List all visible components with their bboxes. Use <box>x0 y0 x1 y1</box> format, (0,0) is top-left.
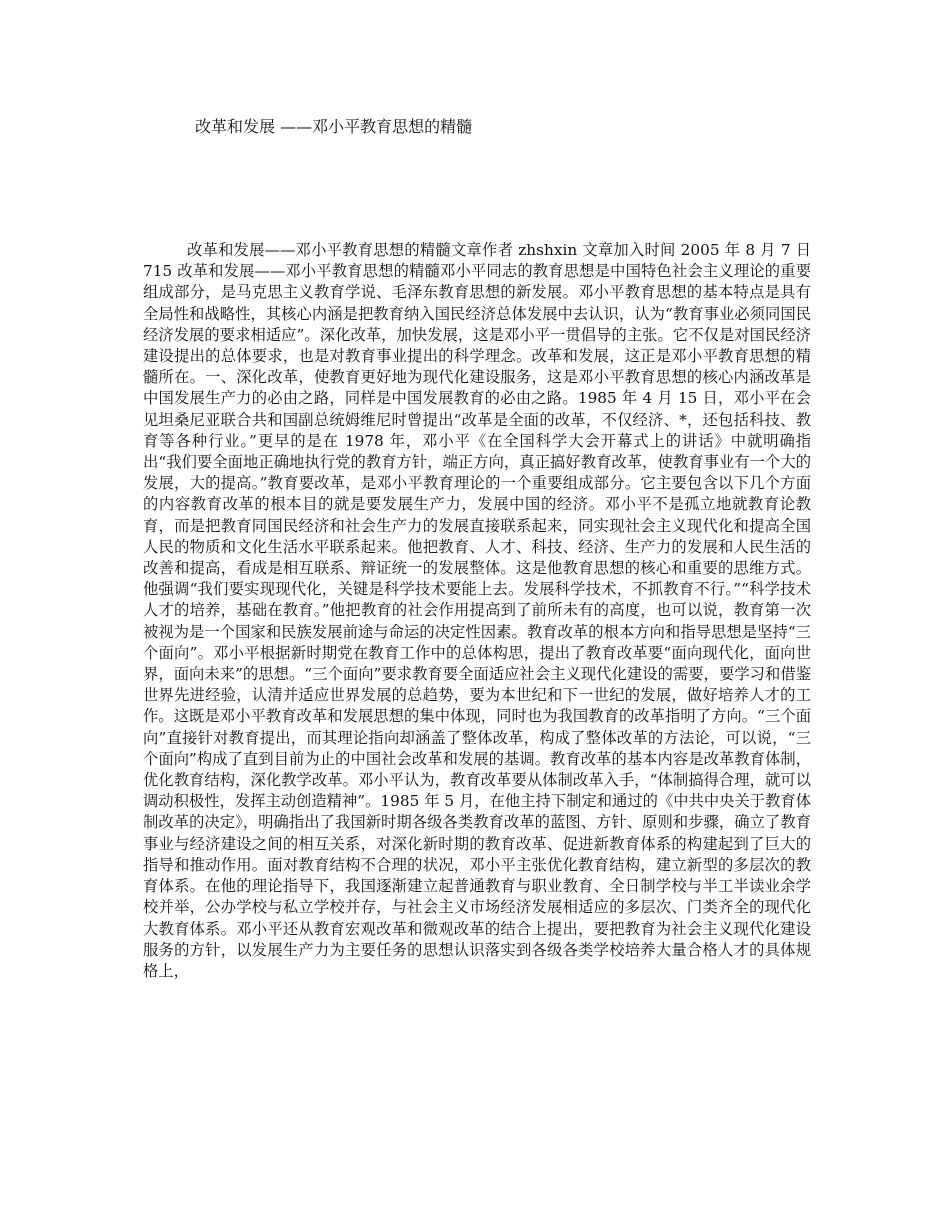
document-body-paragraph: 改革和发展——邓小平教育思想的精髓文章作者 zhshxin 文章加入时间 2005 年 8 月 7 日 715 改革和发展——邓小平教育思想的精髓邓小平同志的教育思想是中国特色社会主义理论的重要组成部分，是马克思主义教育学说、毛泽东教育思想的新发展。邓小平教育思想的基本特点是具有全局性和战略性，其核心内涵是把教育纳入国民经济总体发展中去认识，认为“教育事业必须同国民经济发展的要求相适应”。深化改革，加快发展，这是邓小平一贯倡导的主张。它不仅是对国民经济建设提出的总体要求，也是对教育事业提出的科学理念。改革和发展，这正是邓小平教育思想的精髓所在。一、深化改革，使教育更好地为现代化建设服务，这是邓小平教育思想的核心内涵改革是中国发展生产力的必由之路，同样是中国发展教育的必由之路。1985 年 4 月 15 日，邓小平在会见坦桑尼亚联合共和国副总统姆维尼时曾提出“改革是全面的改革，不仅经济、*，还包括科技、教育等各种行业。”更早的是在 1978 年，邓小平《在全国科学大会开幕式上的讲话》中就明确指出“我们要全面地正确地执行党的教育方针，端正方向，真正搞好教育改革，使教育事业有一个大的发展，大的提高。”教育要改革，是邓小平教育理论的一个重要组成部分。它主要包含以下几个方面的内容教育改革的根本目的就是要发展生产力，发展中国的经济。邓小平不是孤立地就教育论教育，而是把教育同国民经济和社会生产力的发展直接联系起来，同实现社会主义现代化和提高全国人民的物质和文化生活水平联系起来。他把教育、人才、科技、经济、生产力的发展和人民生活的改善和提高，看成是相互联系、辩证统一的发展整体。这是他教育思想的核心和重要的思维方式。他强调“我们要实现现代化，关键是科学技术要能上去。发展科学技术，不抓教育不行。”“科学技术人才的培养，基础在教育。”他把教育的社会作用提高到了前所未有的高度，也可以说，教育第一次被视为是一个国家和民族发展前途与命运的决定性因素。教育改革的根本方向和指导思想是坚持“三个面向”。邓小平根据新时期党在教育工作中的总体构思，提出了教育改革要“面向现代化，面向世界，面向未来”的思想。“三个面向”要求教育要全面适应社会主义现代化建设的需要，要学习和借鉴世界先进经验，认清并适应世界发展的总趋势，要为本世纪和下一世纪的发展，做好培养人才的工作。这既是邓小平教育改革和发展思想的集中体现，同时也为我国教育的改革指明了方向。“三个面向”直接针对教育提出，而其理论指向却涵盖了整体改革，构成了整体改革的方法论，可以说，“三个面向”构成了直到目前为止的中国社会改革和发展的基调。教育改革的基本内容是改革教育体制，优化教育结构，深化教学改革。邓小平认为，教育改革要从体制改革入手，“体制搞得合理，就可以调动积极性，发挥主动创造精神”。1985 年 5 月，在他主持下制定和通过的《中共中央关于教育体制改革的决定》，明确指出了我国新时期各级各类教育改革的蓝图、方针、原则和步骤，确立了教育事业与经济建设之间的相互关系，对深化新时期的教育改革、促进新教育体系的构建起到了巨大的指导和推动作用。面对教育结构不合理的状况，邓小平主张优化教育结构，建立新型的多层次的教育体系。在他的理论指导下，我国逐渐建立起普通教育与职业教育、全日制学校与半工半读业余学校并举，公办学校与私立学校并存，与社会主义市场经济发展相适应的多层次、门类齐全的现代化大教育体系。邓小平还从教育宏观改革和微观改革的结合上提出，要把教育为社会主义现代化建设服务的方针，以发展生产力为主要任务的思想认识落实到各级各类学校培养大量合格人才的具体规格上， <box>143 241 811 980</box>
document-title: 改革和发展 ——邓小平教育思想的精髓 <box>195 117 473 136</box>
